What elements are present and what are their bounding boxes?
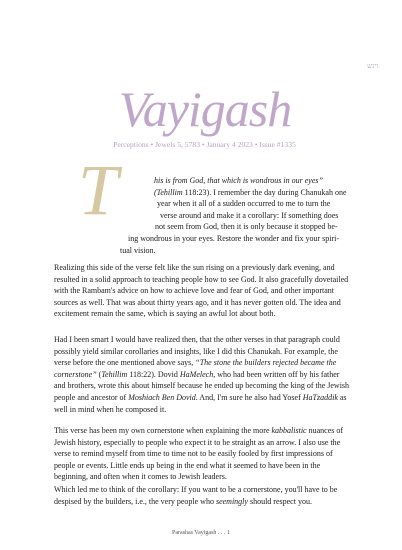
text-run: should respect you. [247, 496, 312, 506]
body-paragraph [54, 334, 352, 415]
text-run: , who had been written off by his father and brothers, wrote this about himself because he ended up becoming the king of the Jewish people and ancestor of [54, 369, 350, 402]
intro-line: not seem from God, then it is only because it stopped be- [155, 222, 338, 232]
issue-subtitle: Perceptions • Jewels 5, 5783 • January 4 2023 • Issue #1335 [113, 140, 296, 149]
body-paragraph [54, 425, 352, 483]
text-run: ( [96, 369, 102, 379]
intro-line-text: 118:23). I remember the day during Chanukah one [182, 187, 347, 197]
paragraph-text [54, 484, 352, 507]
intro-line: verse around and make it a corollary: If something does [160, 210, 339, 220]
italic-term: kabbalistic [271, 426, 307, 435]
hebrew-parsha-label: ויגש [367, 62, 378, 70]
page-title: Vayigash [118, 81, 292, 137]
intro-line: tual vision. [120, 245, 156, 255]
italic-term: seemingly [215, 496, 248, 506]
quote-run: “The stone the builders rejected became the cornerstone” [54, 358, 337, 379]
italic-term: HaMelech [179, 369, 214, 379]
text-run: nuances of Jewish history, especially to people who expect it to be straight as an arrow. I also use the verse to remind myself from time to time not to be easily fooled by first impressions of people or events. Little ends up being in the end what it seemed to have been in the beginning, and often when it comes to Jewish leaders. [54, 426, 344, 482]
paragraph-text [54, 425, 352, 483]
drop-cap-letter: T [77, 150, 119, 230]
intro-line: ing wondrous in your eyes. Restore the wonder and fix your spiri- [128, 234, 340, 243]
italic-term: Moshiach Ben Dovid [128, 392, 196, 402]
text-run: . And, I'm sure he also had Yosef [195, 392, 303, 402]
page-footer: Parashas Vayigash . . . 1 [172, 530, 230, 536]
italic-term: HaTzaddik [302, 392, 338, 402]
intro-line: year when it all of a sudden occurred to me to turn the [157, 199, 331, 209]
text-run: Had I been smart I would have realized then, that the other verses in that paragraph could possibly yield similar corollaries and insights, like I did this Chanukah. For example, the verse before the one mentioned above says, [54, 335, 340, 368]
text-run: This verse has been my own cornerstone when explaining the more [54, 426, 272, 435]
source-ref: Tehillim [101, 369, 128, 379]
text-run: as well in mind when he composed it. [54, 392, 347, 414]
paragraph-text: Realizing this side of the verse felt like the sun rising on a previously dark evening, and resulted in a solid approach to teaching people how to see God. It also gracefully dovetailed with the Rambam's advice on how to achieve love and fear of God, and other important sources as well. That was about thirty years ago, and it has never gotten old. The idea and excitement remain the same, which is saying an awful lot about both. [54, 263, 349, 319]
text-run: Which led me to think of the corollary: If you want to be a cornerstone, you'll have to be despised by the builders, i.e., the very people who [54, 485, 338, 506]
source-ref: (Tehillim [154, 187, 183, 197]
body-paragraph [54, 484, 352, 507]
text-run: 118:22). Dovid [127, 369, 180, 379]
intro-line [154, 187, 347, 199]
paragraph-text [54, 334, 352, 415]
body-paragraph [54, 262, 352, 320]
intro-line: his is from God, that which is wondrous in our eyes” [154, 176, 323, 185]
